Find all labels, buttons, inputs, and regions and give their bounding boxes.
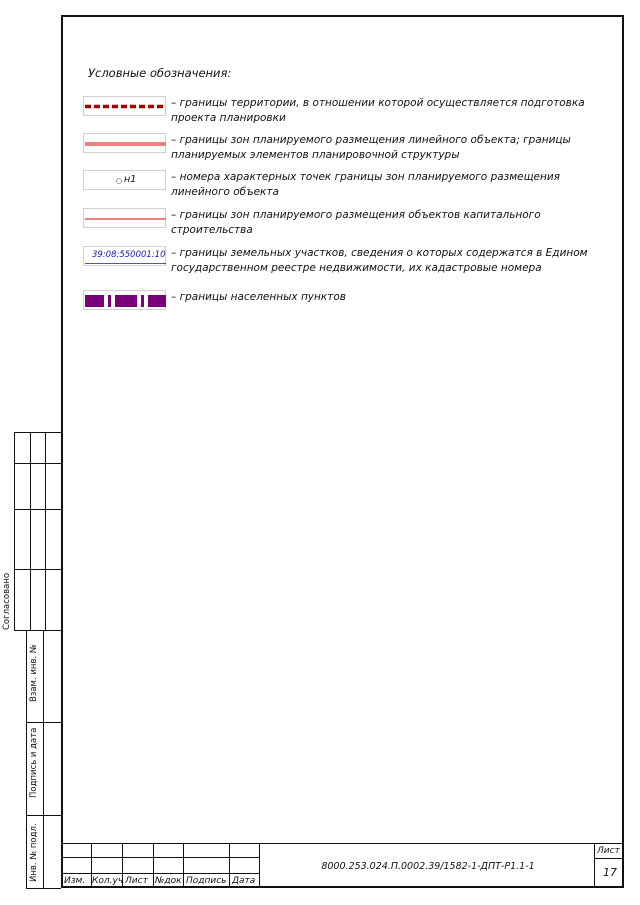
territory-border-symbol [83, 96, 166, 116]
soglasovano-label: Согласовано [2, 572, 12, 630]
legend-text: – границы зон планируемого размещения объектов капитального строительства [171, 209, 541, 236]
stamp-kol-uch: Кол.уч [92, 876, 124, 886]
linear-zone-symbol [83, 133, 166, 153]
cadastral-number: 39:08:550001:10 [92, 250, 166, 260]
document-code: 8000.253.024.П.0002.39/1582-1-ДПТ-Р1.1-1 [321, 861, 535, 872]
stamp-list: Лист [125, 876, 148, 886]
legend-text: – номера характерных точек границы зон планируемого размещения линейного объекта [171, 171, 560, 198]
podpis-data-label: Подпись и дата [29, 727, 39, 798]
sheet-number: 17 [603, 866, 617, 879]
legend-text: – границы населенных пунктов [171, 291, 346, 303]
legend-title: Условные обозначения: [88, 66, 232, 80]
stamp-podpis: Подпись [186, 876, 227, 886]
cadastral-symbol [83, 246, 166, 266]
point-number-symbol [83, 170, 166, 190]
inv-podl-label: Инв. № подл. [29, 823, 39, 882]
legend-text: – границы зон планируемого размещения линейного объекта; границы планируемых элементов планировочной структуры [171, 134, 571, 161]
point-label: н1 [124, 174, 137, 185]
vzam-inv-label: Взам. инв. № [29, 644, 39, 702]
legend-text: – границы земельных участков, сведения о которых содержатся в Едином государственном реестре недвижимости, их кадастровые номера [171, 247, 588, 274]
legend-text: – границы территории, в отношении которой осуществляется подготовка проекта планировки [171, 97, 585, 124]
settlement-border-symbol [83, 290, 166, 310]
sheet-label: Лист [597, 846, 620, 856]
oks-zone-symbol [83, 208, 166, 228]
stamp-ndok: №док [155, 876, 182, 886]
stamp-izm: Изм. [64, 876, 86, 886]
stamp-data: Дата [232, 876, 256, 886]
